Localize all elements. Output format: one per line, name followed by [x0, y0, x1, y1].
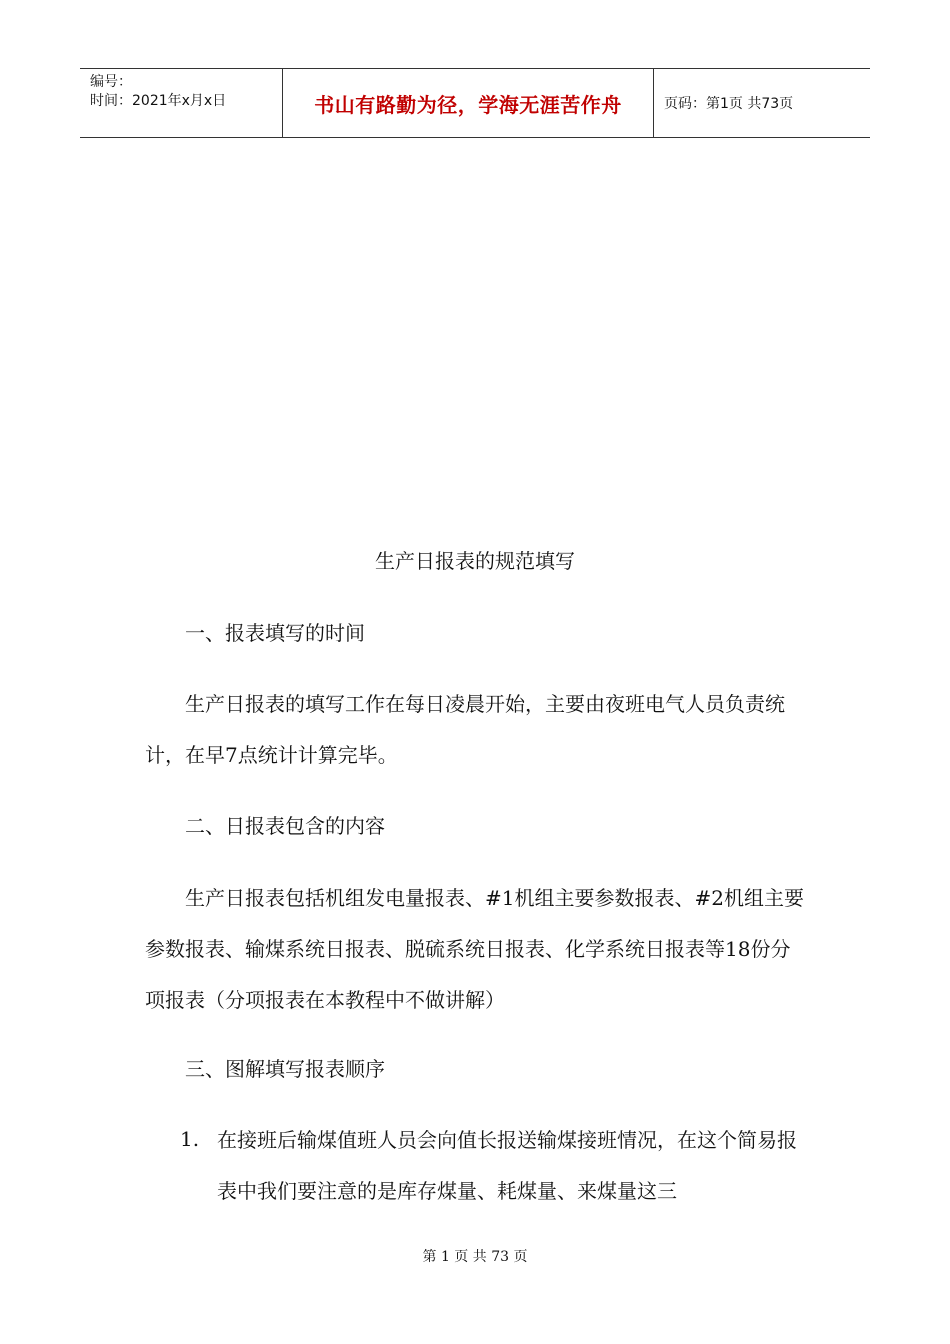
section1-heading: 一、报表填写的时间	[185, 621, 365, 645]
header-page-info: 页码：第1页 共73页	[664, 96, 794, 112]
section1-paragraph: 生产日报表的填写工作在每日凌晨开始，主要由夜班电气人员负责统计，在早7点统计计算完毕。	[145, 692, 785, 767]
list-item-number: 1.	[180, 1127, 200, 1151]
header-motto-cell	[282, 69, 654, 137]
number-label: 编号：	[90, 74, 132, 90]
list-item-text: 在接班后输煤值班人员会向值长报送输煤接班情况，在这个简易报表中我们要注意的是库存煤量、耗煤量、来煤量这三	[217, 1128, 797, 1203]
motto-text: 书山有路勤为径，学海无涯苦作舟	[314, 92, 622, 117]
document-title: 生产日报表的规范填写	[375, 549, 575, 573]
page-footer: 第 1 页 共 73 页	[422, 1249, 528, 1265]
section2-paragraph: 生产日报表包括机组发电量报表、#1机组主要参数报表、#2机组主要参数报表、输煤系统日报表、脱硫系统日报表、化学系统日报表等18份分项报表（分项报表在本教程中不做讲解）	[145, 886, 804, 1012]
time-label: 时间：2021年x月x日	[90, 93, 227, 109]
section2-heading: 二、日报表包含的内容	[185, 814, 385, 838]
header-meta-cell	[80, 69, 282, 137]
header-page-cell	[654, 69, 870, 137]
section3-heading: 三、图解填写报表顺序	[185, 1057, 385, 1081]
page-header	[80, 68, 870, 138]
